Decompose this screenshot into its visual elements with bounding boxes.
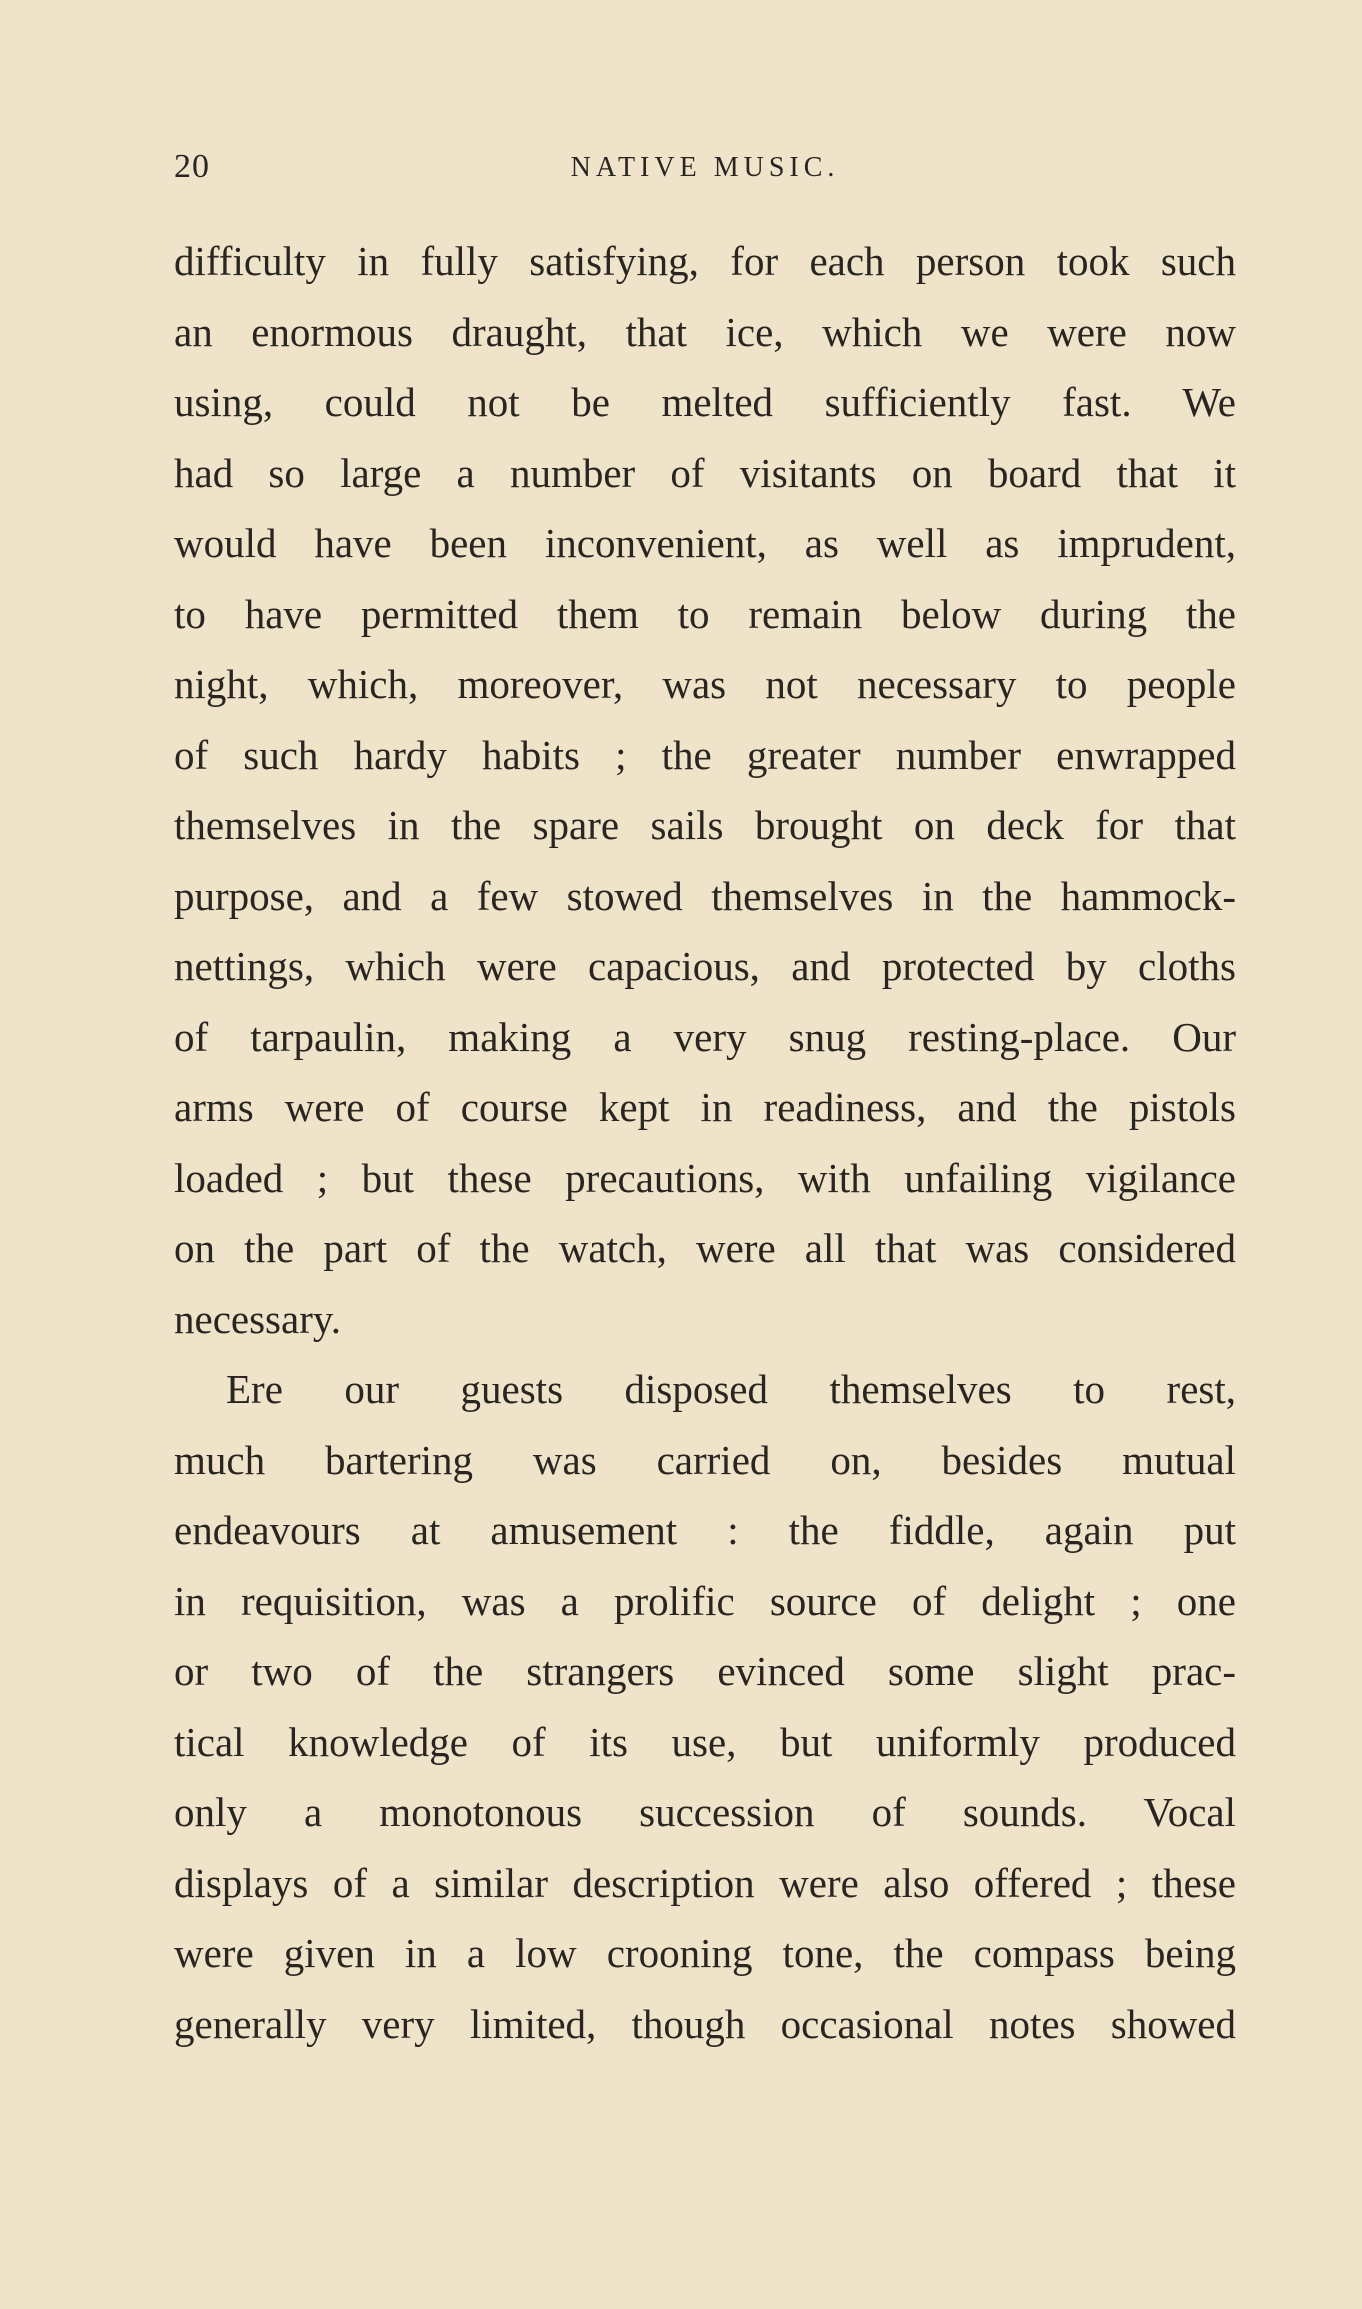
text-line: themselves in the spare sails brought on deck for that <box>174 802 1236 848</box>
text-line: in requisition, was a prolific source of delight ; one <box>174 1577 1236 1624</box>
text-line: to have permitted them to remain below during the <box>174 590 1236 637</box>
text-line: night, which, moreover, was not necessary to people <box>174 661 1236 707</box>
text-line: using, could not be melted sufficiently fast. We <box>174 379 1236 425</box>
text-line: tical knowledge of its use, but uniformly produced <box>174 1718 1236 1765</box>
text-line: would have been inconvenient, as well as imprudent, <box>174 520 1236 566</box>
text-line: necessary. <box>174 1295 341 1342</box>
text-line: purpose, and a few stowed themselves in the hammock- <box>174 872 1236 919</box>
text-line: had so large a number of visitants on board that it <box>174 449 1236 496</box>
text-line: loaded ; but these precautions, with unfailing vigilance <box>174 1154 1236 1201</box>
text-line: generally very limited, though occasional notes showed <box>174 2000 1236 2047</box>
running-head <box>174 148 1236 188</box>
text-line: difficulty in fully satisfying, for each person took such <box>174 238 1236 284</box>
text-line: much bartering was carried on, besides mutual <box>174 1436 1236 1483</box>
text-line: or two of the strangers evinced some slight prac- <box>174 1648 1236 1694</box>
body-text <box>174 226 1236 2059</box>
text-line: Ere our guests disposed themselves to rest, <box>226 1366 1236 1412</box>
running-title: NATIVE MUSIC. <box>570 152 840 183</box>
text-line: of such hardy habits ; the greater number enwrapped <box>174 731 1236 778</box>
text-line: an enormous draught, that ice, which we were now <box>174 308 1236 355</box>
text-line: endeavours at amusement : the fiddle, again put <box>174 1507 1236 1553</box>
text-line: only a monotonous succession of sounds. Vocal <box>174 1789 1236 1835</box>
text-line: displays of a similar description were also offered ; these <box>174 1859 1236 1906</box>
text-line: of tarpaulin, making a very snug resting-place. Our <box>174 1013 1236 1060</box>
text-line: on the part of the watch, were all that was considered <box>174 1225 1236 1271</box>
text-line: arms were of course kept in readiness, and the pistols <box>174 1084 1236 1130</box>
text-line: were given in a low crooning tone, the compass being <box>174 1930 1236 1976</box>
page-number: 20 <box>174 148 210 185</box>
text-line: nettings, which were capacious, and protected by cloths <box>174 943 1236 989</box>
